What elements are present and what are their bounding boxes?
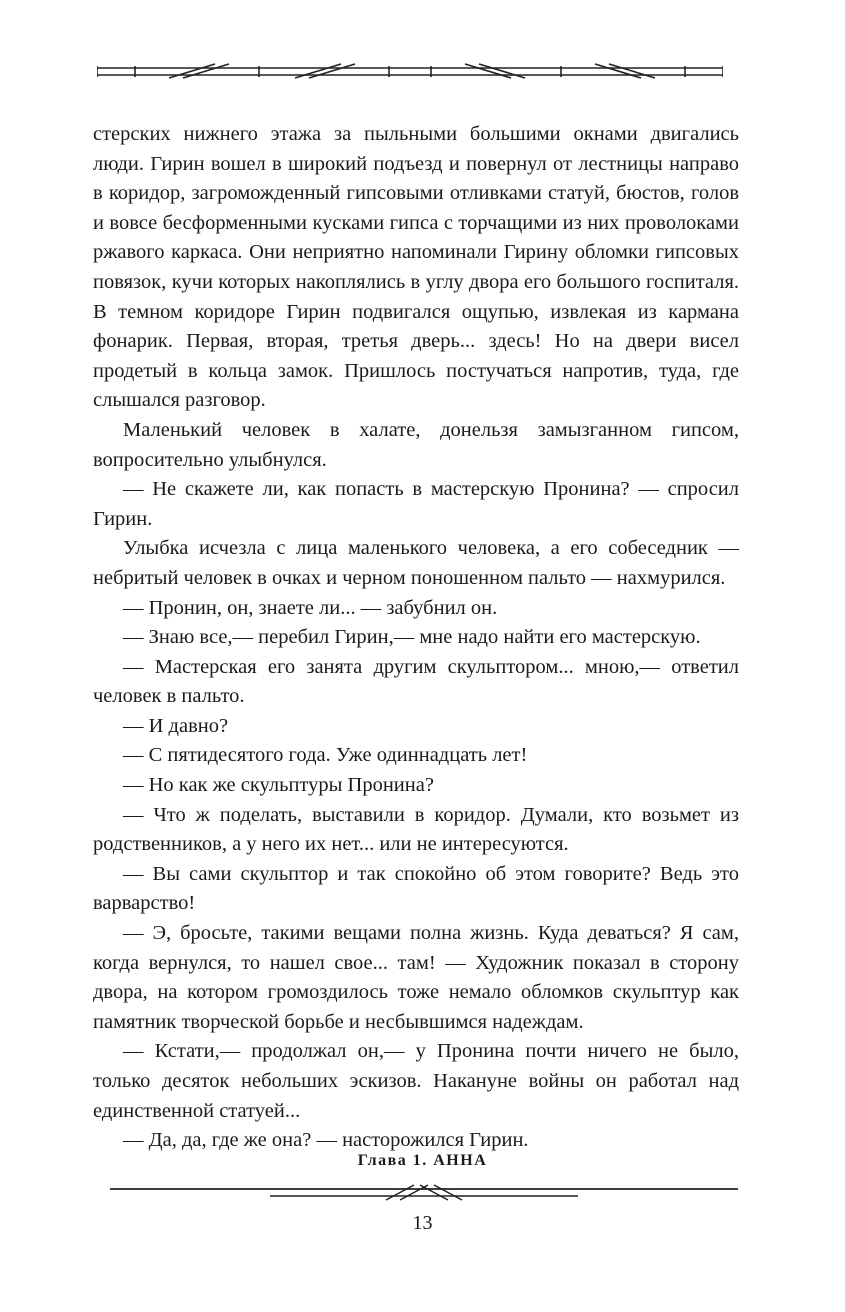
top-ornament (97, 62, 723, 82)
dialogue-line: — С пятидесятого года. Уже одиннадцать лет! (123, 744, 528, 767)
dialogue-line: — Вы сами скульптор и так спокойно об этом говорите? Ведь это варварство! (93, 862, 739, 915)
dialogue-line: — Да, да, где же она? — насторожился Гирин. (123, 1129, 529, 1152)
dialogue-line: — Кстати,— продолжал он,— у Пронина почти ничего не было, только десяток небольших эскизов. Накануне войны он работал над единственной статуей... (93, 1040, 739, 1122)
dialogue-line: — Э, бросьте, такими вещами полна жизнь. Куда деваться? Я сам, когда вернулся, то нашел свое... там! — Художник показал в сторону двора, на котором громоздилось тоже немало обломков скульптур как памятник творческой борьбе и несбывшимся надеждам. (93, 922, 739, 1033)
page-number: 13 (412, 1212, 433, 1234)
paragraph: Маленький человек в халате, донельзя замызганном гипсом, вопросительно улыбнулся. (93, 418, 739, 471)
running-footer-chapter-title: Глава 1. АННА (357, 1152, 488, 1169)
dialogue-line: — Не скажете ли, как попасть в мастерскую Пронина? — спросил Гирин. (93, 478, 739, 530)
dialogue-line: — Пронин, он, знаете ли... — забубнил он. (123, 596, 498, 619)
paragraph: стерских нижнего этажа за пыльными большими окнами двигались люди. Гирин вошел в широкий подъезд и повернул от лестницы направо в коридор, загроможденный гипсовыми отливками статуй, бюстов, голов и вовсе бесформенными кусками гипса с торчащими из них проволоками ржавого каркаса. Они неприятно напоминали Гирину обломки гипсовых повязок, кучи которых накоплялись в углу двора его большого госпиталя. В темном коридоре Гирин подвигался ощупью, извлекая из кармана фонарик. Первая, вторая, третья дверь... здесь! Но на двери висел продетый в кольца замок. Пришлось постучаться напротив, туда, где слышался разговор. (93, 123, 739, 412)
body-text (93, 120, 739, 1156)
dialogue-line: — И давно? (123, 714, 229, 737)
paragraph: Улыбка исчезла с лица маленького человека, а его собеседник — небритый человек в очках и черном поношенном пальто — нахмурился. (93, 537, 739, 589)
dialogue-line: — Мастерская его занята другим скульптором... мною,— ответил человек в пальто. (93, 655, 739, 708)
bottom-ornament (110, 1180, 738, 1206)
dialogue-line: — Но как же скульптуры Пронина? (123, 774, 434, 797)
dialogue-line: — Знаю все,— перебил Гирин,— мне надо найти его мастерскую. (123, 626, 701, 649)
dialogue-line: — Что ж поделать, выставили в коридор. Думали, кто возьмет из родственников, а у него их нет... или не интересуются. (93, 803, 739, 856)
